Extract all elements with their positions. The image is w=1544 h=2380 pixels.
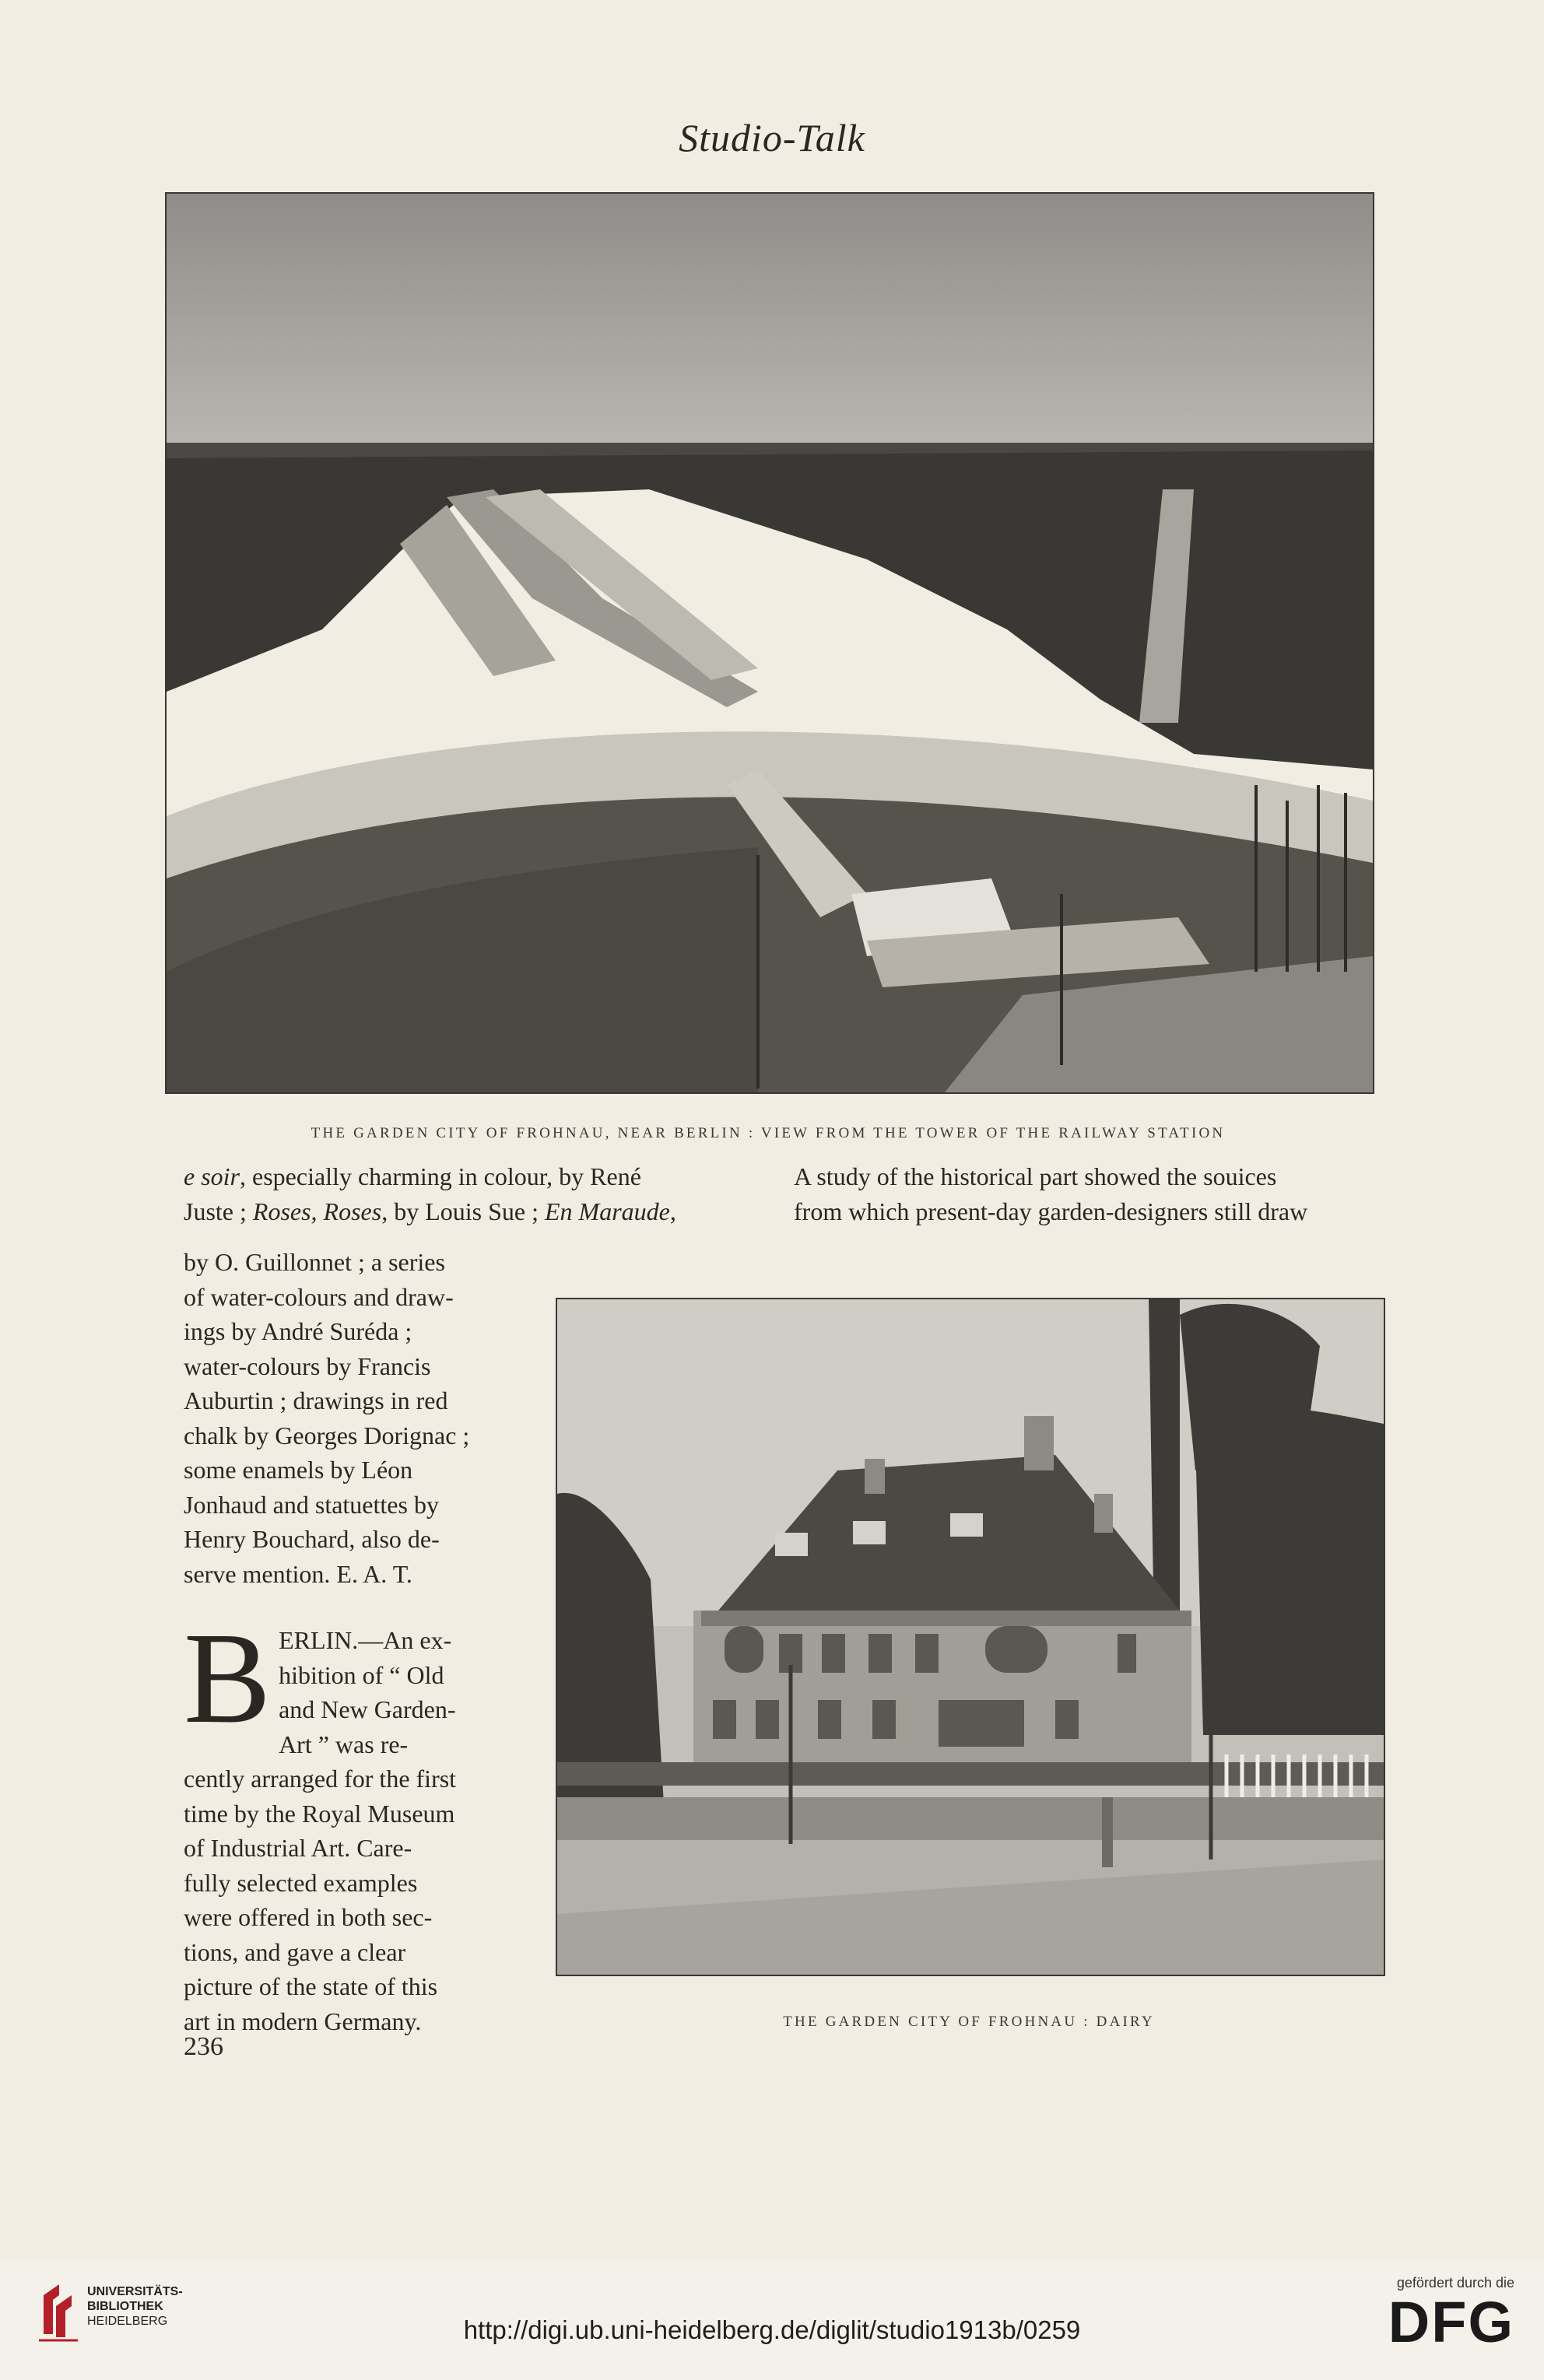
- left-narrow-column: [184, 1245, 473, 1591]
- left-text-line: chalk by Georges Dorignac ;: [184, 1421, 470, 1449]
- italic-title: En Maraude: [544, 1197, 670, 1225]
- left-text-line: Henry Bouchard, also de-: [184, 1525, 440, 1553]
- left-text-line: of water-colours and draw-: [184, 1282, 454, 1311]
- left-text-line: some enamels by Léon: [184, 1456, 413, 1484]
- left-text-line: Jonhaud and statuettes by: [184, 1490, 439, 1519]
- library-name-line: UNIVERSITÄTS-: [87, 2285, 183, 2298]
- library-name-line: BIBLIOTHEK: [87, 2300, 163, 2313]
- drop-cap: B: [184, 1606, 272, 1751]
- text-run: , especially charming in colour, by René: [240, 1162, 641, 1190]
- italic-title: Roses, Roses: [252, 1197, 382, 1225]
- funder-label: gefördert durch die: [1396, 2275, 1514, 2291]
- berlin-line: Art ” was re-: [279, 1730, 409, 1758]
- left-text-line: ings by André Suréda ;: [184, 1317, 412, 1345]
- berlin-line: tions, and gave a clear: [184, 1937, 406, 1966]
- library-name-line: HEIDELBERG: [87, 2315, 168, 2328]
- digitisation-footer: [0, 2261, 1544, 2380]
- berlin-line: and New Garden-: [279, 1695, 456, 1723]
- page-number: 236: [184, 2032, 223, 2061]
- left-text-line: [184, 1159, 791, 1194]
- berlin-paragraph: [184, 1606, 473, 2038]
- text-run: , by Louis Sue ;: [381, 1197, 545, 1225]
- permalink-url[interactable]: http://digi.ub.uni-heidelberg.de/diglit/studio1913b/0259: [463, 2315, 1081, 2344]
- berlin-line: time by the Royal Museum: [184, 1799, 455, 1828]
- text-run: ,: [669, 1197, 676, 1225]
- text-run: Juste ;: [184, 1197, 253, 1225]
- dfg-logo: DFG: [1388, 2290, 1514, 2354]
- right-column-text: [794, 1159, 1391, 1229]
- left-column-text: [184, 1159, 791, 1229]
- dairy-photo-caption: THE GARDEN CITY OF FROHNAU : DAIRY: [783, 2014, 1155, 2030]
- left-text-line: [184, 1194, 791, 1229]
- berlin-line: hibition of “ Old: [279, 1660, 444, 1689]
- berlin-line: fully selected examples: [184, 1868, 418, 1897]
- berlin-line: were offered in both sec-: [184, 1903, 433, 1931]
- berlin-line: cently arranged for the first: [184, 1765, 457, 1793]
- top-photo-caption: THE GARDEN CITY OF FROHNAU, NEAR BERLIN : VIEW FROM THE TOWER OF THE RAILWAY STATION: [311, 1125, 1226, 1141]
- funder-logo[interactable]: [1359, 2275, 1514, 2354]
- aerial-photo-frohnau: [165, 192, 1374, 1094]
- berlin-line: picture of the state of this: [184, 1972, 438, 2000]
- italic-title: e soir: [184, 1162, 240, 1190]
- berlin-line: of Industrial Art. Care-: [184, 1834, 412, 1862]
- berlin-line: ERLIN.—An ex-: [279, 1626, 452, 1654]
- left-text-line: water-colours by Francis: [184, 1351, 431, 1380]
- left-text-line: by O. Guillonnet ; a series: [184, 1248, 445, 1276]
- left-text-line: Auburtin ; drawings in red: [184, 1386, 448, 1414]
- dairy-photo-frohnau: [556, 1298, 1385, 1976]
- berlin-line: art in modern Germany.: [184, 2007, 422, 2035]
- right-text-line: from which present-day garden-designers still draw: [794, 1197, 1308, 1225]
- running-head: Studio-Talk: [679, 116, 865, 159]
- right-text-line: A study of the historical part showed the souices: [794, 1162, 1277, 1190]
- left-text-line: serve mention. E. A. T.: [184, 1559, 412, 1588]
